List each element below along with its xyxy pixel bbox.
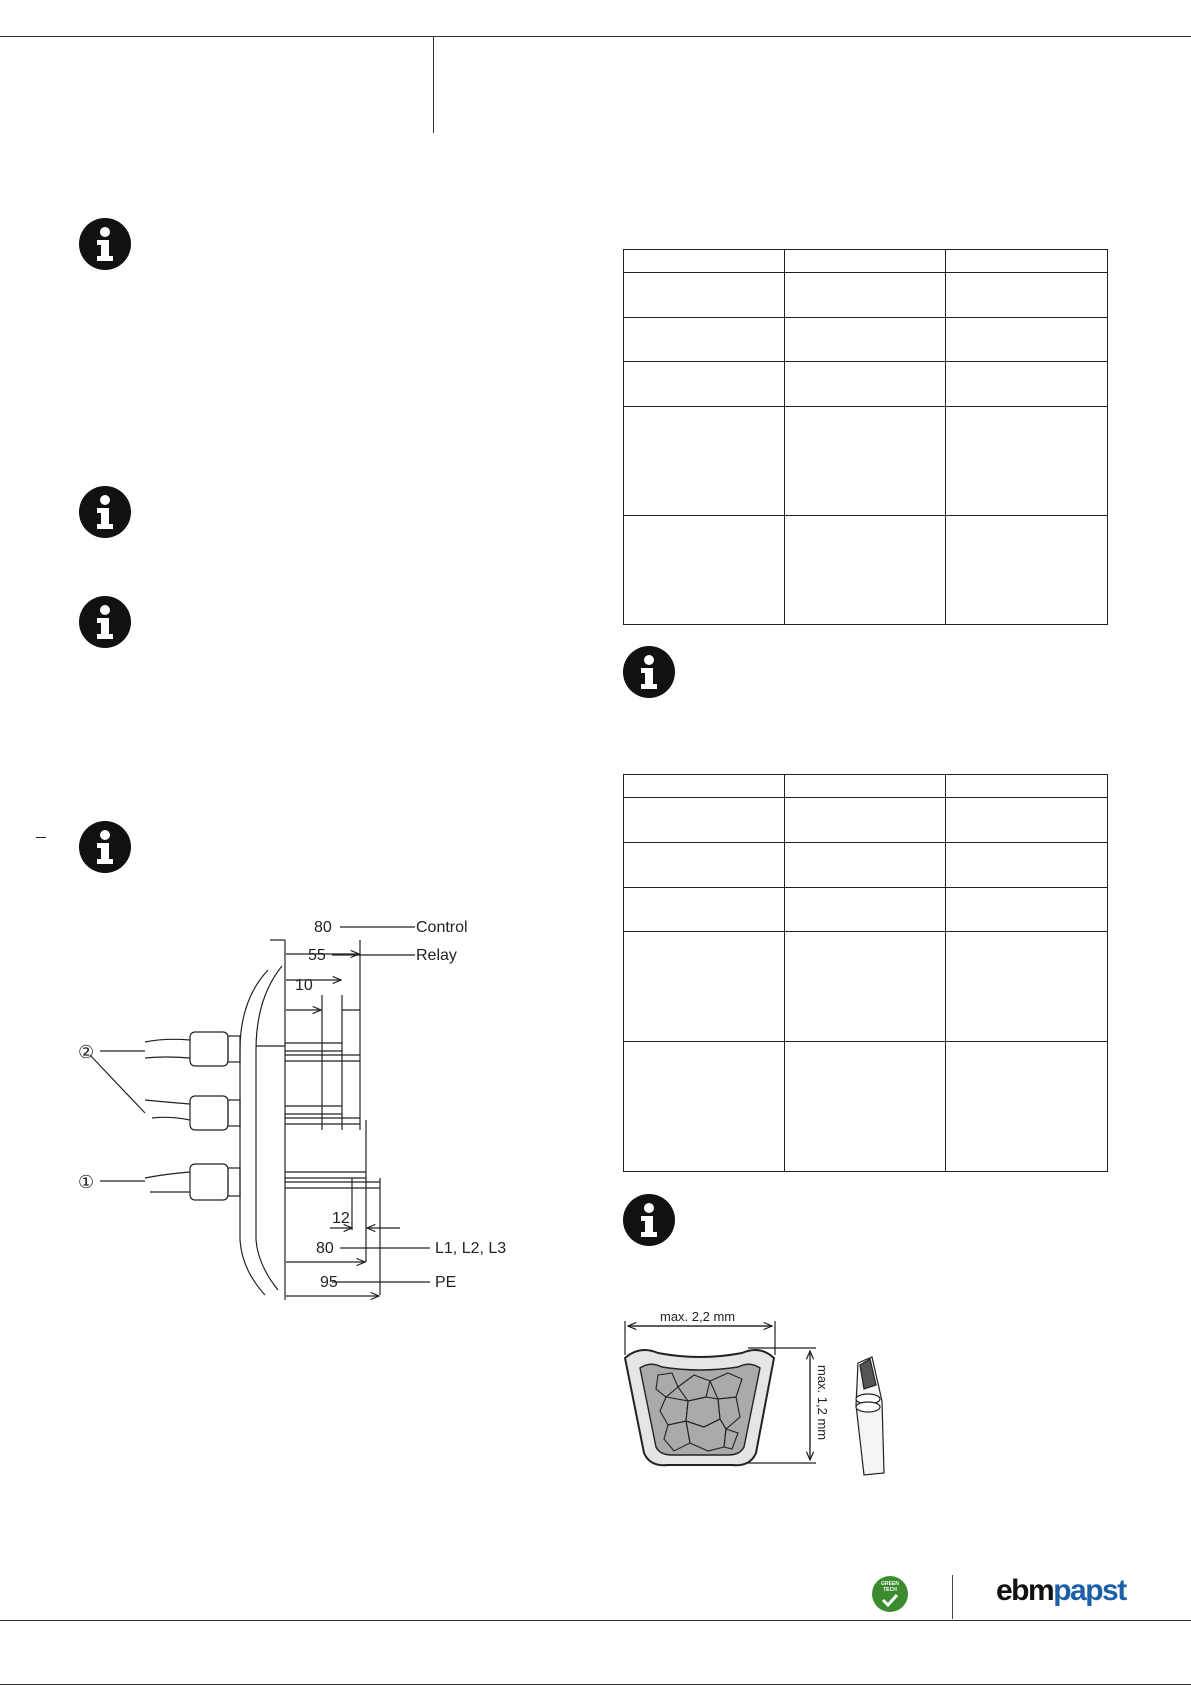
footer-logo-divider — [952, 1575, 953, 1619]
cable-stripping-diagram — [70, 910, 530, 1305]
ferrule-height-label: max. 1,2 mm — [815, 1365, 830, 1441]
table-row — [624, 798, 1108, 843]
label-mains-length: 80 — [316, 1240, 334, 1257]
upper-table — [623, 249, 1108, 625]
info-icon — [622, 1193, 676, 1247]
header-divider — [433, 36, 434, 133]
table-row — [624, 843, 1108, 888]
label-pe-length: 95 — [320, 1274, 338, 1291]
lower-table — [623, 774, 1108, 1172]
ferrule-diagram — [620, 1305, 920, 1480]
info-icon — [622, 645, 676, 699]
table-row — [624, 250, 1108, 273]
table-row — [624, 407, 1108, 516]
info-icon — [78, 217, 132, 271]
info-icon — [78, 820, 132, 874]
check-icon — [881, 1593, 899, 1607]
ebmpapst-logo — [996, 1574, 1126, 1608]
label-pe: PE — [435, 1274, 457, 1291]
label-shield-length: 10 — [295, 977, 313, 994]
table-row — [624, 888, 1108, 932]
marker-1: ① — [78, 1172, 95, 1192]
table-row — [624, 1042, 1108, 1172]
label-mains-strip: 12 — [332, 1210, 350, 1227]
logo-ebm: ebm — [996, 1574, 1054, 1607]
table-row — [624, 775, 1108, 798]
label-control: Control — [416, 919, 468, 936]
header-top-rule — [0, 36, 1191, 37]
green-tech-label: GREEN TECH — [881, 1581, 899, 1593]
table-row — [624, 273, 1108, 318]
label-relay: Relay — [416, 947, 457, 964]
label-control-length: 80 — [314, 919, 332, 936]
marker-2: ② — [78, 1042, 95, 1062]
footer-rule — [0, 1620, 1191, 1621]
info-icon — [78, 595, 132, 649]
ferrule-width-label: max. 2,2 mm — [660, 1309, 736, 1324]
margin-dash — [36, 837, 46, 838]
logo-papst: papst — [1053, 1574, 1126, 1607]
table-row — [624, 318, 1108, 362]
table-row — [624, 362, 1108, 407]
table-row — [624, 932, 1108, 1042]
label-relay-length: 55 — [308, 947, 326, 964]
info-icon — [78, 485, 132, 539]
label-mains: L1, L2, L3 — [435, 1240, 507, 1257]
green-tech-badge — [872, 1576, 908, 1612]
table-row — [624, 516, 1108, 625]
